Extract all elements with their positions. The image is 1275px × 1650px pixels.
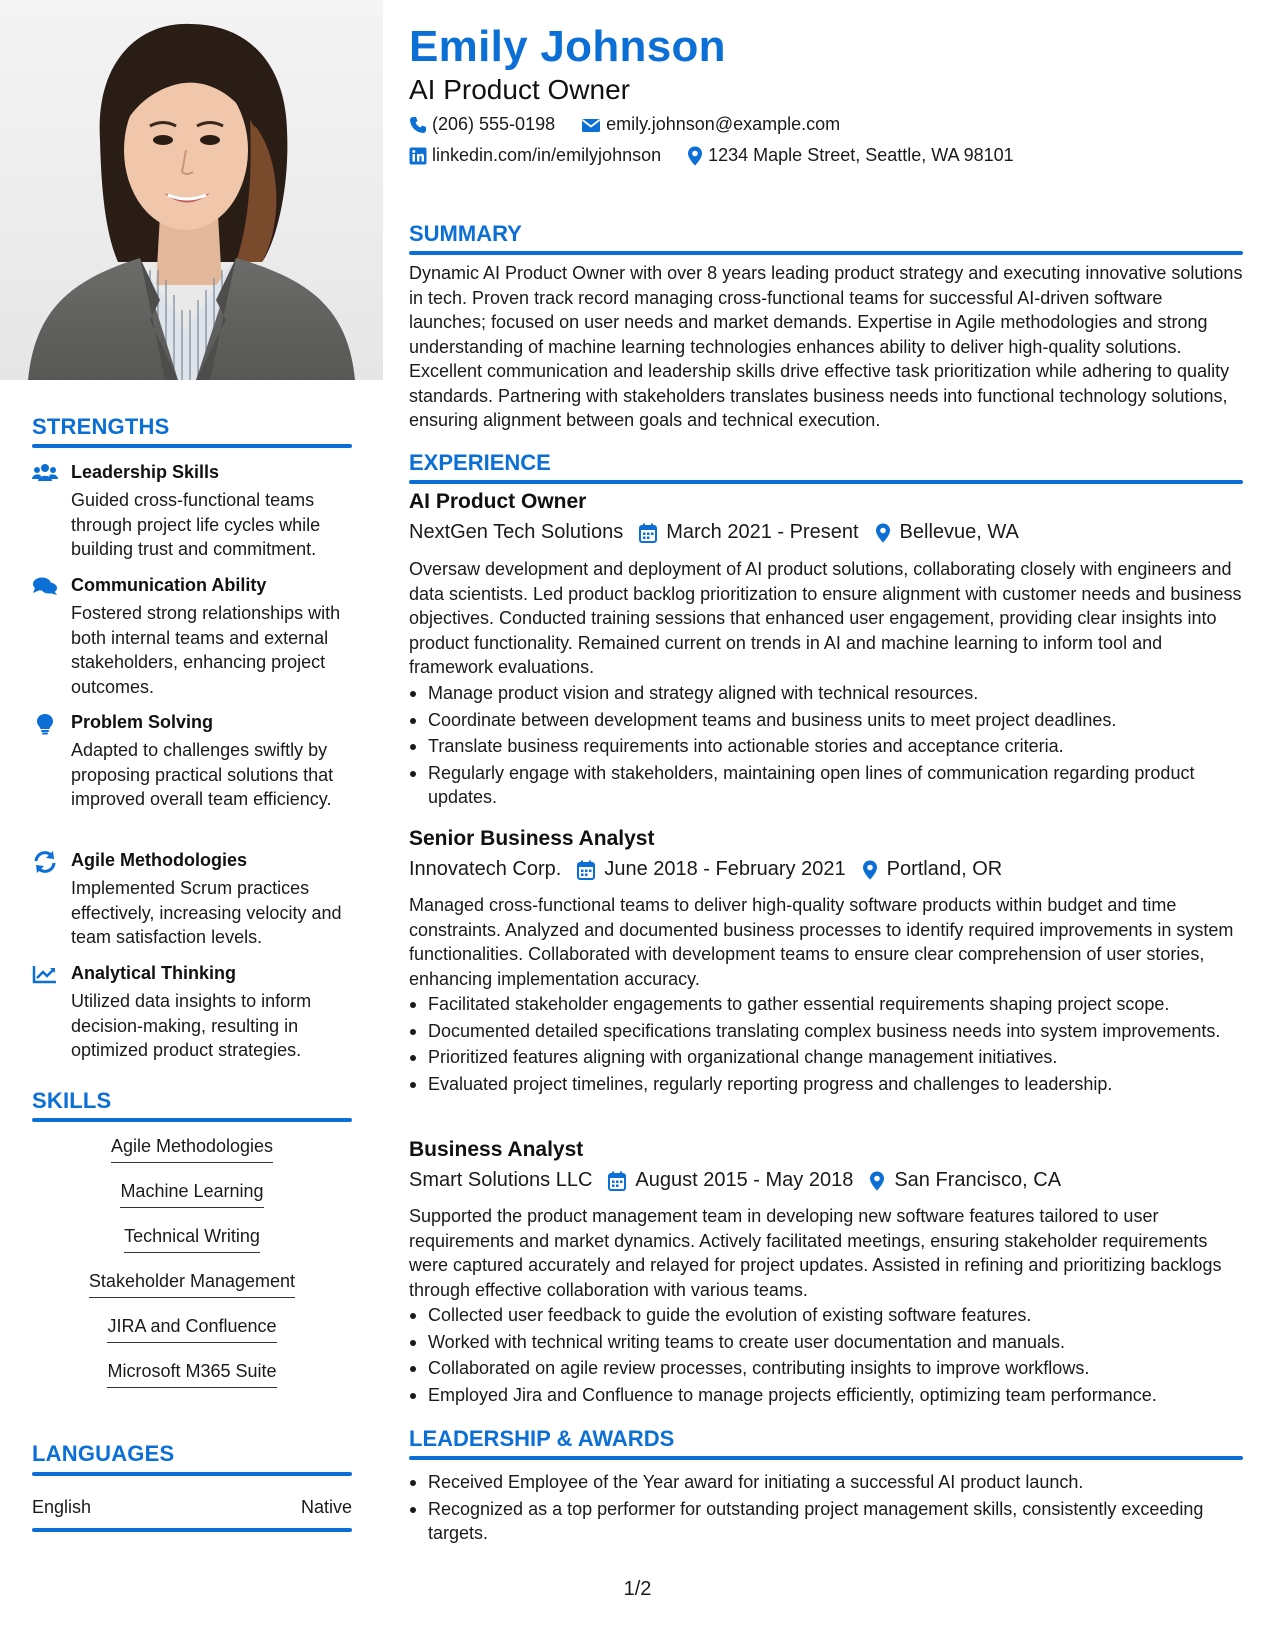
address-contact: 1234 Maple Street, Seattle, WA 98101 <box>687 145 1014 166</box>
experience-divider <box>409 480 1243 484</box>
calendar-icon <box>639 523 657 543</box>
calendar-icon <box>608 1171 626 1191</box>
list-item: Evaluated project timelines, regularly reporting progress and challenges to leadership. <box>409 1072 1243 1097</box>
job-location: Portland, OR <box>886 858 1003 880</box>
strengths-heading: STRENGTHS <box>32 414 170 439</box>
skills-heading: SKILLS <box>32 1088 112 1113</box>
strength-title: Agile Methodologies <box>71 850 248 870</box>
job-location: Bellevue, WA <box>899 521 1019 543</box>
page-number: 1/2 <box>623 1578 652 1600</box>
skill-item: Microsoft M365 Suite <box>32 1361 352 1388</box>
job-title: Senior Business Analyst <box>409 827 655 850</box>
strength-desc: Utilized data insights to inform decision-making, resulting in optimized product strategies. <box>71 991 312 1060</box>
job-description: Managed cross-functional teams to deliver high-quality software products within budget and time constraints. Analyzed and documented business processes to identify required improvements in system functionalities. Collaborated with development teams to ensure clear comprehension of user stories, enhancing implementation accuracy. <box>409 895 1234 989</box>
linkedin-icon <box>409 147 427 165</box>
strength-desc: Guided cross-functional teams through project life cycles while building trust and commitment. <box>71 490 321 559</box>
chart-line-icon <box>32 964 58 986</box>
awards-divider <box>409 1456 1243 1460</box>
comments-icon <box>32 576 58 598</box>
skill-item: Technical Writing <box>32 1226 352 1253</box>
sync-icon <box>32 851 58 873</box>
skills-divider <box>32 1118 352 1122</box>
job-bullets <box>409 992 1243 1098</box>
strength-desc: Fostered strong relationships with both internal teams and external stakeholders, enhancing project outcomes. <box>71 603 341 697</box>
list-item: Collected user feedback to guide the evolution of existing software features. <box>409 1303 1243 1328</box>
profile-photo <box>0 0 383 380</box>
job-bullets <box>409 681 1243 812</box>
job-meta <box>409 521 1019 544</box>
list-item: Facilitated stakeholder engagements to gather essential requirements shaping project scope. <box>409 992 1243 1017</box>
strength-title: Communication Ability <box>71 575 267 595</box>
skill-item: Machine Learning <box>32 1181 352 1208</box>
list-item: Manage product vision and strategy aligned with technical resources. <box>409 681 1243 706</box>
list-item: Worked with technical writing teams to create user documentation and manuals. <box>409 1330 1243 1355</box>
language-level-bar <box>32 1528 352 1532</box>
list-item: Coordinate between development teams and business units to meet project deadlines. <box>409 708 1243 733</box>
languages-divider <box>32 1472 352 1476</box>
list-item: Translate business requirements into actionable stories and acceptance criteria. <box>409 734 1243 759</box>
map-marker-icon <box>875 523 891 543</box>
summary-text: Dynamic AI Product Owner with over 8 years leading product strategy and executing innovative solutions in tech. Proven track record managing cross-functional teams for successful AI-driven software launches; focused on user needs and market demands. Expertise in Agile methodologies and strong understanding of machine learning technologies enhances ability to deliver high-quality solutions. Excellent communication and leadership skills drive effective task prioritization while adhering to quality standards. Partnering with stakeholders translates business needs into functional technology solutions, ensuring alignment between goals and technical execution. <box>409 263 1243 430</box>
candidate-name: Emily Johnson <box>409 22 726 71</box>
strength-desc: Implemented Scrum practices effectively, increasing velocity and team satisfaction levels. <box>71 878 342 947</box>
strength-title: Leadership Skills <box>71 462 220 482</box>
list-item: Collaborated on agile review processes, contributing insights to improve workflows. <box>409 1356 1243 1381</box>
candidate-role: AI Product Owner <box>409 74 630 105</box>
awards-list <box>409 1470 1243 1548</box>
summary-heading: SUMMARY <box>409 221 522 246</box>
summary-divider <box>409 251 1243 255</box>
users-icon <box>32 463 58 485</box>
awards-heading: LEADERSHIP & AWARDS <box>409 1426 675 1451</box>
calendar-icon <box>577 860 595 880</box>
map-marker-icon <box>687 146 703 166</box>
strength-title: Analytical Thinking <box>71 963 237 983</box>
skill-item: Agile Methodologies <box>32 1136 352 1163</box>
lightbulb-icon <box>32 713 58 735</box>
language-level: Native <box>300 1497 352 1517</box>
experience-heading: EXPERIENCE <box>409 450 551 475</box>
sidebar <box>0 0 383 1650</box>
map-marker-icon <box>862 860 878 880</box>
list-item: Employed Jira and Confluence to manage projects efficiently, optimizing team performance. <box>409 1383 1243 1408</box>
job-dates: June 2018 - February 2021 <box>604 858 846 880</box>
language-row <box>32 1497 352 1518</box>
strength-title: Problem Solving <box>71 712 214 732</box>
phone-icon <box>409 116 427 134</box>
languages-heading: LANGUAGES <box>32 1441 175 1466</box>
job-company: Innovatech Corp. <box>409 858 562 880</box>
job-location: San Francisco, CA <box>894 1169 1062 1191</box>
list-item: Prioritized features aligning with organizational change management initiatives. <box>409 1045 1243 1070</box>
email-contact[interactable]: emily.johnson@example.com <box>581 114 840 135</box>
list-item: Regularly engage with stakeholders, maintaining open lines of communication regarding product updates. <box>409 761 1243 810</box>
job-bullets <box>409 1303 1243 1409</box>
list-item: Received Employee of the Year award for initiating a successful AI product launch. <box>409 1470 1243 1495</box>
skill-item: JIRA and Confluence <box>32 1316 352 1343</box>
job-company: Smart Solutions LLC <box>409 1169 593 1191</box>
job-dates: August 2015 - May 2018 <box>635 1169 854 1191</box>
job-dates: March 2021 - Present <box>666 521 859 543</box>
strengths-divider <box>32 444 352 448</box>
job-company: NextGen Tech Solutions <box>409 521 624 543</box>
strength-desc: Adapted to challenges swiftly by proposing practical solutions that improved overall team efficiency. <box>71 740 334 809</box>
contact-row <box>409 114 866 135</box>
job-description: Supported the product management team in developing new software features tailored to user requirements and market dynamics. Actively facilitated meetings, ensuring stakeholder requirements were captured accurately and relayed for project updates. Assisted in refining and prioritizing backlogs through effective collaboration with various teams. <box>409 1206 1222 1300</box>
job-title: AI Product Owner <box>409 490 587 513</box>
job-title: Business Analyst <box>409 1138 584 1161</box>
map-marker-icon <box>869 1171 885 1191</box>
skill-item: Stakeholder Management <box>32 1271 352 1298</box>
language-name: English <box>32 1497 92 1517</box>
phone-contact[interactable]: (206) 555-0198 <box>409 114 555 135</box>
list-item: Recognized as a top performer for outstanding project management skills, consistently exceeding targets. <box>409 1497 1243 1546</box>
job-meta <box>409 858 1002 881</box>
envelope-icon <box>581 117 601 133</box>
list-item: Documented detailed specifications translating complex business needs into system improvements. <box>409 1019 1243 1044</box>
job-description: Oversaw development and deployment of AI product solutions, collaborating closely with engineers and data scientists. Led product backlog prioritization to ensure alignment with customer needs and business objectives. Conducted training sessions that enhanced user engagement, providing clear insights into product functionality. Remained current on trends in AI and machine learning to inform tool and framework evaluations. <box>409 559 1242 677</box>
job-meta <box>409 1169 1061 1192</box>
contact-row <box>409 145 1040 166</box>
linkedin-contact[interactable]: linkedin.com/in/emilyjohnson <box>409 145 661 166</box>
